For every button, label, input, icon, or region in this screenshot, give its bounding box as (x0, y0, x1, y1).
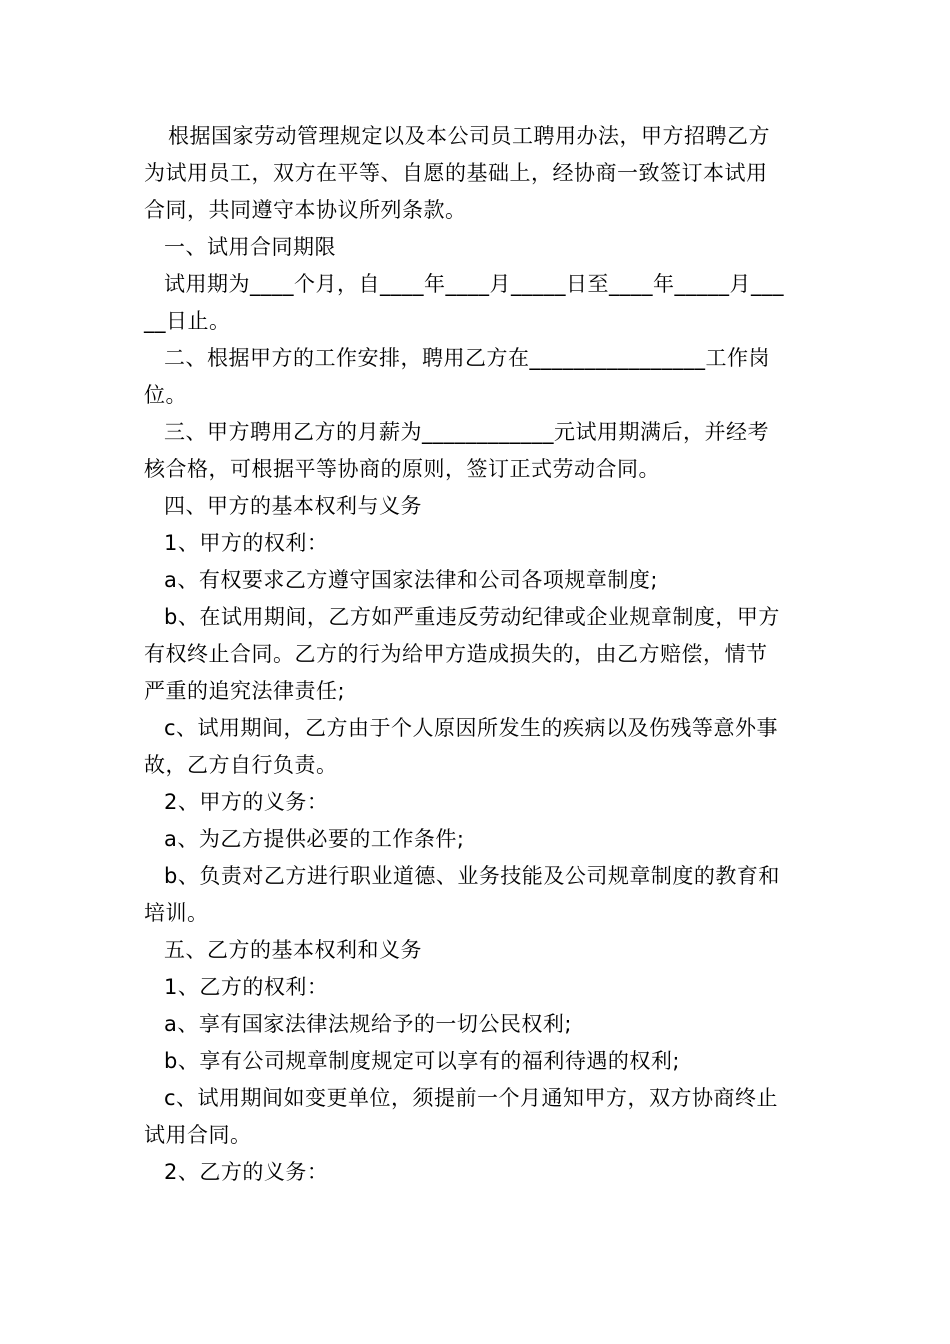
text-line: b、享有公司规章制度规定可以享有的福利待遇的权利; (164, 1049, 680, 1073)
text-line: a、为乙方提供必要的工作条件; (164, 827, 465, 851)
text-line: 二、根据甲方的工作安排，聘用乙方在________________工作岗 (164, 346, 770, 370)
text-line: a、享有国家法律法规给予的一切公民权利; (164, 1012, 572, 1036)
subsection-heading: 1、乙方的权利： (164, 975, 329, 999)
text-line: 试用合同。 (144, 1123, 252, 1147)
text-line: 核合格，可根据平等协商的原则，签订正式劳动合同。 (144, 457, 660, 481)
text-line: a、有权要求乙方遵守国家法律和公司各项规章制度; (164, 568, 658, 592)
text-line: c、试用期间，乙方由于个人原因所发生的疾病以及伤残等意外事 (164, 716, 779, 740)
text-line: __日止。 (144, 309, 231, 333)
subsection-heading: 2、甲方的义务： (164, 790, 329, 814)
text-line: 位。 (144, 383, 187, 407)
text-line: 试用期为____个月，自____年____月_____日至____年_____月___ (164, 272, 784, 296)
text-line: 根据国家劳动管理规定以及本公司员工聘用办法，甲方招聘乙方 (168, 124, 770, 148)
text-line: 三、甲方聘用乙方的月薪为____________元试用期满后，并经考 (164, 420, 769, 444)
text-line: b、负责对乙方进行职业道德、业务技能及公司规章制度的教育和 (164, 864, 780, 888)
text-line: 故，乙方自行负责。 (144, 753, 338, 777)
section-heading: 四、甲方的基本权利与义务 (164, 494, 422, 518)
section-heading: 五、乙方的基本权利和义务 (164, 938, 422, 962)
text-line: 合同，共同遵守本协议所列条款。 (144, 198, 467, 222)
text-line: 有权终止合同。乙方的行为给甲方造成损失的，由乙方赔偿，情节 (144, 642, 768, 666)
text-line: c、试用期间如变更单位，须提前一个月通知甲方，双方协商终止 (164, 1086, 779, 1110)
text-line: 严重的追究法律责任; (144, 679, 346, 703)
text-line: 培训。 (144, 901, 209, 925)
text-line: b、在试用期间，乙方如严重违反劳动纪律或企业规章制度，甲方 (164, 605, 780, 629)
section-heading: 一、试用合同期限 (164, 235, 336, 259)
subsection-heading: 1、甲方的权利： (164, 531, 329, 555)
subsection-heading: 2、乙方的义务： (164, 1160, 329, 1184)
text-line: 为试用员工，双方在平等、自愿的基础上，经协商一致签订本试用 (144, 161, 768, 185)
